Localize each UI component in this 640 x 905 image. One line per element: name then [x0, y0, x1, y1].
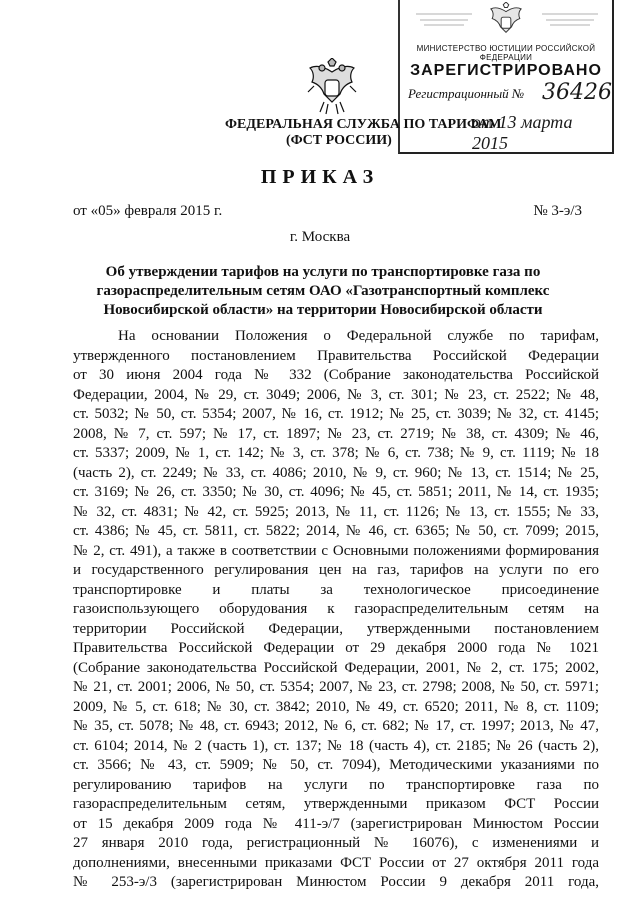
body-line: транспортировке и платы за технологическое присоединение	[73, 581, 599, 598]
body-line: Правительства Российской Федерации от 29 декабря 2000 года № 1021	[73, 640, 599, 656]
coat-of-arms-icon	[306, 58, 358, 116]
body-line: ст. 5032; № 50, ст. 5354; 2007, № 16, ст. 1912; № 25, ст. 3039; № 32, ст. 4145;	[73, 406, 599, 422]
stamp-reg-date: от 13 марта 2015	[472, 112, 573, 153]
stamp-reg-label: Регистрационный №	[408, 86, 525, 101]
body-line: дополнениями, внесенными приказами ФСТ России от 27 октября 2011 года	[73, 854, 599, 871]
stamp-reg-number: 36426	[542, 80, 612, 105]
body-line: 2008, № 7, ст. 597; № 17, ст. 1897; № 23, ст. 2719; № 38, ст. 4309; № 46,	[73, 425, 599, 442]
body-line: (часть 2), ст. 2249; № 33, ст. 4086; 2010, № 9, ст. 960; № 13, ст. 1514; № 25,	[73, 464, 599, 481]
agency-name: ФЕДЕРАЛЬНАЯ СЛУЖБА ПО ТАРИФАМ	[225, 117, 502, 132]
stamp-ministry: МИНИСТЕРСТВО ЮСТИЦИИ РОССИЙСКОЙ ФЕДЕРАЦИИ	[416, 44, 596, 62]
body-line: ст. 5337; 2009, № 1, ст. 142; № 3, ст. 378; № 6, ст. 738; № 9, ст. 1119; № 18	[73, 445, 599, 461]
order-heading: Об утверждении тарифов на услуги по транспортировке газа по газораспределительным сетям ОАО «Газотранспортный комплекс Новосибирской области» на территории Новосибирской области	[96, 264, 550, 318]
stamp-decoration-icon	[540, 8, 600, 28]
body-line: ст. 3566; № 43, ст. 5909; № 50, ст. 7094), Методическими указаниями по	[73, 757, 599, 773]
body-text	[73, 327, 599, 893]
order-number: № 3-э/3	[533, 203, 582, 219]
body-line: ст. 4386; № 45, ст. 5811, ст. 5822; 2014, № 46, ст. 6365; № 50, ст. 7099; 2015,	[73, 523, 599, 539]
body-line: № 32, ст. 4831; № 42, ст. 5925; 2013, № 11, ст. 1126; № 13, ст. 1555; № 33,	[73, 503, 599, 520]
stamp-emblem-icon	[486, 2, 526, 42]
body-line: № 2, ст. 491), а также в соответствии с Основными положениями формирования	[73, 542, 599, 559]
body-line: утвержденного постановлением Правительства Российской Федерации	[73, 347, 599, 364]
doc-type-title: ПРИКАЗ	[260, 166, 380, 188]
body-line: от 15 декабря 2009 года № 411-э/7 (зарегистрирован Минюстом России	[73, 815, 599, 832]
stamp-decoration-icon	[414, 8, 474, 28]
body-line: Федерации, 2004, № 29, ст. 3049; 2006, № 3, ст. 301; № 23, ст. 2522; № 48,	[73, 386, 599, 403]
body-line: № 253-э/3 (зарегистрирован Минюстом России 9 декабря 2011 года,	[73, 874, 599, 890]
body-line: (Собрание законодательства Российской Федерации, 2001, № 2, ст. 175; 2002,	[73, 659, 599, 676]
body-line: ст. 3169; № 26, ст. 3350; № 30, ст. 4096; № 45, ст. 5851; 2011, № 14, ст. 1935;	[73, 484, 599, 500]
body-line: ст. 6104; 2014, № 2 (часть 1), ст. 137; № 18 (часть 4), ст. 2185; № 26 (часть 2),	[73, 737, 599, 754]
stamp-status: ЗАРЕГИСТРИРОВАНО	[410, 62, 602, 79]
body-line: территории Российской Федерации, утвержденными постановлением	[73, 620, 599, 637]
body-line: № 21, ст. 2001; 2006, № 50, ст. 5354; 2007, № 23, ст. 2798; 2008, № 50, ст. 5971;	[73, 679, 599, 695]
body-line: № 35, ст. 5078; № 48, ст. 6943; 2012, № 6, ст. 682; № 17, ст. 1997; 2013, № 47,	[73, 718, 599, 734]
body-line: регулированию тарифов на услуги по транспортировке газа по	[73, 776, 599, 793]
body-line: На основании Положения о Федеральной службе по тарифам,	[118, 328, 599, 344]
city: г. Москва	[289, 229, 351, 245]
body-line: 27 января 2010 года, регистрационный № 16076), с изменениями и	[73, 835, 599, 851]
agency-abbrev: (ФСТ РОССИИ)	[286, 133, 392, 148]
body-line: и государственного регулирования цен на газ, тарифов на услуги по его	[73, 562, 599, 578]
body-line: газоиспользующего оборудования к газораспределительным сетям на	[73, 601, 599, 617]
order-date: от «05» февраля 2015 г.	[73, 203, 223, 219]
body-line: газораспределительным сетям, утвержденными приказом ФСТ России	[73, 796, 599, 812]
body-line: 2009, № 5, ст. 618; № 30, ст. 3842; 2010, № 49, ст. 6520; 2011, № 8, ст. 1109;	[73, 698, 599, 715]
body-line: от 30 июня 2004 года № 332 (Собрание законодательства Российской	[73, 367, 599, 383]
